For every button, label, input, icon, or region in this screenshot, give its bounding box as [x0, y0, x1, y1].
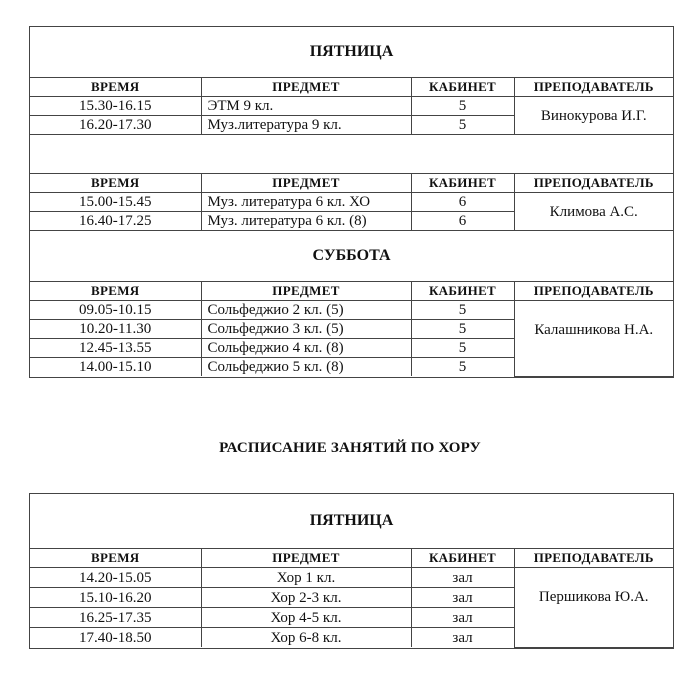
time-cell: 15.30-16.15 — [30, 97, 201, 116]
day-heading-friday: ПЯТНИЦА — [30, 27, 673, 78]
time-cell: 12.45-13.55 — [30, 339, 201, 358]
col-teacher: ПРЕПОДАВАТЕЛЬ — [514, 549, 673, 568]
subject-cell: Сольфеджио 3 кл. (5) — [201, 320, 411, 339]
time-cell: 14.20-15.05 — [30, 568, 201, 588]
time-cell: 15.10-16.20 — [30, 588, 201, 608]
room-cell: зал — [411, 628, 514, 648]
time-cell: 16.25-17.35 — [30, 608, 201, 628]
time-cell: 09.05-10.15 — [30, 301, 201, 320]
schedule-table-1 — [29, 26, 674, 378]
subject-cell: Муз. литература 6 кл. (8) — [201, 212, 411, 231]
col-room: КАБИНЕТ — [411, 282, 514, 301]
col-subject: ПРЕДМЕТ — [201, 549, 411, 568]
room-cell: 5 — [411, 358, 514, 377]
col-room: КАБИНЕТ — [411, 78, 514, 97]
choir-schedule-heading: РАСПИСАНИЕ ЗАНЯТИЙ ПО ХОРУ — [219, 440, 481, 456]
room-cell: 5 — [411, 320, 514, 339]
col-room: КАБИНЕТ — [411, 174, 514, 193]
room-cell: зал — [411, 588, 514, 608]
teacher-cell: Калашникова Н.А. — [514, 301, 673, 377]
time-cell: 16.40-17.25 — [30, 212, 201, 231]
column-header-row — [30, 549, 673, 568]
col-time: ВРЕМЯ — [30, 549, 201, 568]
subject-cell: Сольфеджио 2 кл. (5) — [201, 301, 411, 320]
teacher-cell: Климова А.С. — [514, 193, 673, 231]
subject-cell: Муз.литература 9 кл. — [201, 116, 411, 135]
col-teacher: ПРЕПОДАВАТЕЛЬ — [514, 282, 673, 301]
time-cell: 17.40-18.50 — [30, 628, 201, 648]
col-teacher: ПРЕПОДАВАТЕЛЬ — [514, 78, 673, 97]
teacher-cell: Першикова Ю.А. — [514, 568, 673, 648]
subject-cell: Хор 6-8 кл. — [201, 628, 411, 648]
col-subject: ПРЕДМЕТ — [201, 174, 411, 193]
subject-cell: ЭТМ 9 кл. — [201, 97, 411, 116]
col-room: КАБИНЕТ — [411, 549, 514, 568]
room-cell: 6 — [411, 193, 514, 212]
room-cell: 5 — [411, 97, 514, 116]
col-subject: ПРЕДМЕТ — [201, 78, 411, 97]
column-header-row — [30, 174, 673, 193]
col-time: ВРЕМЯ — [30, 174, 201, 193]
time-cell: 15.00-15.45 — [30, 193, 201, 212]
col-time: ВРЕМЯ — [30, 282, 201, 301]
subject-cell: Хор 4-5 кл. — [201, 608, 411, 628]
time-cell: 10.20-11.30 — [30, 320, 201, 339]
spacer-row — [30, 135, 673, 174]
room-cell: 6 — [411, 212, 514, 231]
subject-cell: Сольфеджио 4 кл. (8) — [201, 339, 411, 358]
room-cell: зал — [411, 608, 514, 628]
table-row — [30, 301, 673, 320]
room-cell: 5 — [411, 339, 514, 358]
day-heading-saturday: СУББОТА — [30, 231, 673, 282]
teacher-cell: Винокурова И.Г. — [514, 97, 673, 135]
choir-schedule-table — [29, 493, 674, 649]
time-cell: 14.00-15.10 — [30, 358, 201, 377]
subject-cell: Хор 1 кл. — [201, 568, 411, 588]
table-row — [30, 568, 673, 588]
column-header-row — [30, 78, 673, 97]
col-teacher: ПРЕПОДАВАТЕЛЬ — [514, 174, 673, 193]
day-heading-friday: ПЯТНИЦА — [30, 494, 673, 549]
time-cell: 16.20-17.30 — [30, 116, 201, 135]
subject-cell: Сольфеджио 5 кл. (8) — [201, 358, 411, 377]
room-cell: зал — [411, 568, 514, 588]
col-time: ВРЕМЯ — [30, 78, 201, 97]
subject-cell: Муз. литература 6 кл. ХО — [201, 193, 411, 212]
subject-cell: Хор 2-3 кл. — [201, 588, 411, 608]
room-cell: 5 — [411, 116, 514, 135]
col-subject: ПРЕДМЕТ — [201, 282, 411, 301]
room-cell: 5 — [411, 301, 514, 320]
table-row — [30, 193, 673, 212]
table-row — [30, 97, 673, 116]
column-header-row — [30, 282, 673, 301]
